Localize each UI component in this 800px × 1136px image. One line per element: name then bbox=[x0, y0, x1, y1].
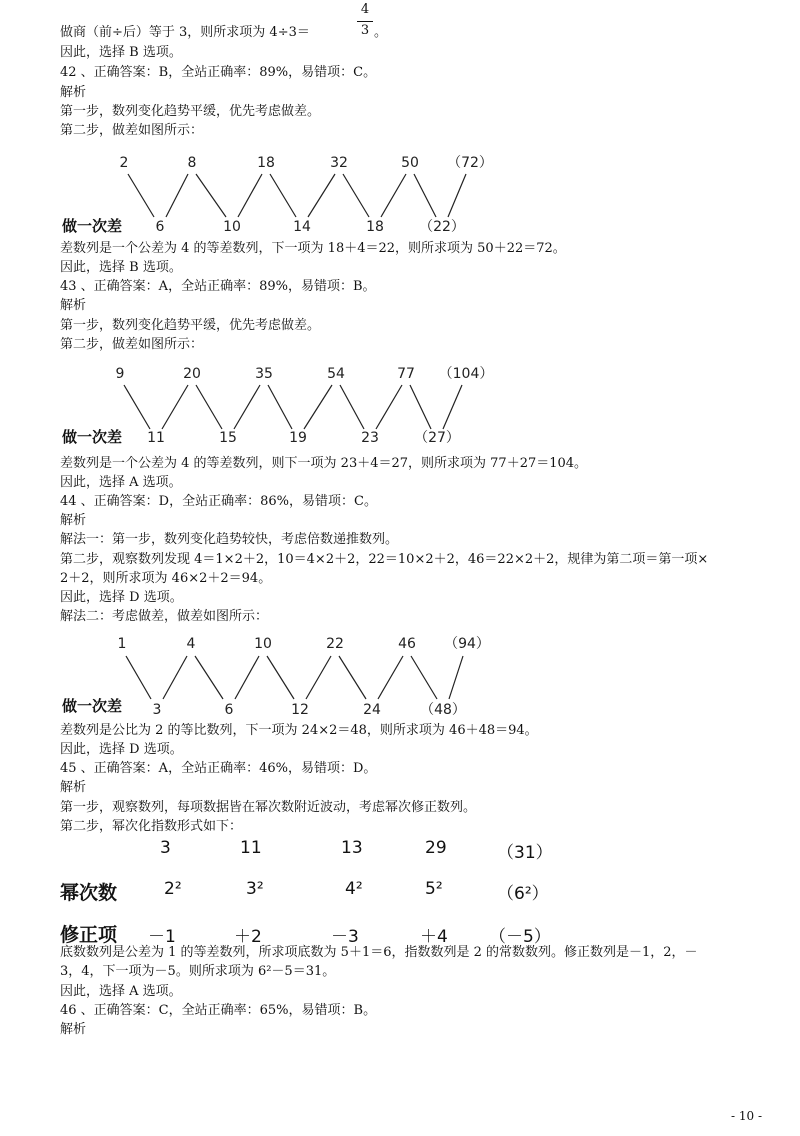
sequence-term: （94） bbox=[444, 636, 490, 652]
analysis-heading: 解析 bbox=[60, 780, 87, 795]
sequence-term: 4 bbox=[186, 636, 196, 652]
power-row-label: 幂次数 bbox=[60, 882, 118, 904]
analysis-heading: 解析 bbox=[60, 1022, 87, 1037]
analysis-heading: 解析 bbox=[60, 298, 87, 313]
difference-term: 11 bbox=[147, 430, 165, 446]
difference-term: 19 bbox=[289, 430, 307, 446]
difference-term: 6 bbox=[155, 219, 165, 235]
page-number: - 10 - bbox=[730, 1109, 762, 1123]
text-line: 。 bbox=[374, 25, 388, 40]
connector-line bbox=[340, 385, 364, 429]
power-value: 3 bbox=[160, 838, 171, 858]
connector-line bbox=[162, 385, 188, 429]
difference-term: 12 bbox=[291, 702, 309, 718]
difference-term: 24 bbox=[363, 702, 381, 718]
connector-line bbox=[163, 656, 187, 699]
text-line: 因此，选择 A 选项。 bbox=[60, 475, 182, 490]
power-value: 13 bbox=[341, 838, 363, 858]
sequence-term: 35 bbox=[255, 366, 273, 382]
power-value: 29 bbox=[425, 838, 447, 858]
text-line: 第二步，观察数列发现 4＝1×2＋2，10＝4×2＋2，22＝10×2＋2，46＝22×2＋2，规律为第二项＝第一项× bbox=[60, 552, 709, 567]
connector-line bbox=[234, 385, 260, 429]
sequence-term: （104） bbox=[438, 366, 494, 382]
connector-line bbox=[304, 385, 332, 429]
difference-term: （48） bbox=[420, 702, 466, 718]
fraction-numerator: 4 bbox=[360, 2, 370, 17]
answer-line-44: 44 、正确答案：D，全站正确率：86%，易错项：C。 bbox=[60, 494, 377, 509]
sequence-term: 46 bbox=[398, 636, 416, 652]
text-line: 因此，选择 D 选项。 bbox=[60, 590, 183, 605]
text-line: 差数列是公比为 2 的等比数列，下一项为 24×2＝48，则所求项为 46＋48＝94。 bbox=[60, 723, 538, 738]
analysis-heading: 解析 bbox=[60, 513, 87, 528]
difference-diagram-1 bbox=[0, 150, 800, 235]
connector-line bbox=[376, 385, 402, 429]
connector-line bbox=[443, 385, 462, 429]
connector-line bbox=[270, 174, 296, 217]
connector-line bbox=[339, 656, 366, 699]
text-line: 差数列是一个公差为 4 的等差数列，下一项为 18＋4＝22，则所求项为 50＋22＝72。 bbox=[60, 241, 566, 256]
connector-line bbox=[267, 656, 294, 699]
sequence-term: 8 bbox=[187, 155, 197, 171]
sequence-term: 18 bbox=[257, 155, 275, 171]
difference-diagram-2 bbox=[0, 363, 800, 451]
sequence-term: 77 bbox=[397, 366, 415, 382]
text-line: 解法一：第一步，数列变化趋势较快，考虑倍数递推数列。 bbox=[60, 532, 399, 547]
sequence-term: 1 bbox=[117, 636, 127, 652]
difference-diagram-3 bbox=[0, 632, 800, 720]
difference-term: 15 bbox=[219, 430, 237, 446]
sequence-term: （72） bbox=[447, 155, 493, 171]
power-exponent: 5² bbox=[425, 879, 443, 899]
text-line: 第二步，做差如图所示： bbox=[60, 123, 204, 138]
connector-line bbox=[196, 385, 222, 429]
connector-line bbox=[306, 656, 331, 699]
difference-term: 3 bbox=[152, 702, 162, 718]
difference-term: 23 bbox=[361, 430, 379, 446]
difference-term: 10 bbox=[223, 219, 241, 235]
connector-line bbox=[414, 174, 436, 217]
connector-line bbox=[166, 174, 188, 217]
sequence-term: 10 bbox=[254, 636, 272, 652]
connector-line bbox=[235, 656, 259, 699]
sequence-term: 9 bbox=[115, 366, 125, 382]
text-line: 第二步，幂次化指数形式如下： bbox=[60, 819, 243, 834]
text-line: 第一步，数列变化趋势平缓，优先考虑做差。 bbox=[60, 104, 321, 119]
diagram-label: 做一次差 bbox=[62, 428, 123, 446]
connector-line bbox=[381, 174, 406, 217]
text-line: 差数列是一个公差为 4 的等差数列，则下一项为 23＋4＝27，则所求项为 77＋27＝104。 bbox=[60, 456, 588, 471]
sequence-term: 2 bbox=[119, 155, 129, 171]
answer-line-45: 45 、正确答案：A，全站正确率：46%，易错项：D。 bbox=[60, 761, 377, 776]
power-exponent: 4² bbox=[345, 879, 363, 899]
power-value: （31） bbox=[497, 843, 553, 863]
text-line: 因此，选择 B 选项。 bbox=[60, 45, 182, 60]
connector-line bbox=[238, 174, 262, 217]
answer-line-46: 46 、正确答案：C，全站正确率：65%，易错项：B。 bbox=[60, 1003, 377, 1018]
text-line: 第一步，观察数列，每项数据皆在幂次数附近波动，考虑幂次修正数列。 bbox=[60, 800, 477, 815]
text-line: 因此，选择 D 选项。 bbox=[60, 742, 183, 757]
answer-line-42: 42 、正确答案：B，全站正确率：89%，易错项：C。 bbox=[60, 65, 377, 80]
correction-value: ＋2 bbox=[234, 927, 262, 947]
fraction-denominator: 3 bbox=[360, 23, 370, 38]
connector-line bbox=[195, 656, 223, 699]
correction-row-label: 修正项 bbox=[60, 924, 118, 946]
diagram-label: 做一次差 bbox=[62, 217, 123, 235]
difference-term: 18 bbox=[366, 219, 384, 235]
power-exponent: （6²） bbox=[497, 884, 549, 904]
diagram-label: 做一次差 bbox=[62, 697, 123, 715]
answer-line-43: 43 、正确答案：A，全站正确率：89%，易错项：B。 bbox=[60, 279, 376, 294]
power-value: 11 bbox=[240, 838, 262, 858]
text-line: 第一步，数列变化趋势平缓，优先考虑做差。 bbox=[60, 318, 321, 333]
text-line: 因此，选择 B 选项。 bbox=[60, 260, 182, 275]
correction-value: （－5） bbox=[489, 927, 551, 947]
connector-line bbox=[449, 656, 463, 699]
fraction-bar bbox=[357, 21, 373, 22]
correction-value: －1 bbox=[148, 927, 176, 947]
correction-value: ＋4 bbox=[420, 927, 448, 947]
connector-line bbox=[410, 385, 431, 429]
connector-line bbox=[378, 656, 403, 699]
difference-term: （27） bbox=[414, 430, 460, 446]
connector-line bbox=[196, 174, 226, 217]
connector-line bbox=[124, 385, 150, 429]
text-line: 因此，选择 A 选项。 bbox=[60, 984, 182, 999]
correction-value: －3 bbox=[331, 927, 359, 947]
text-line: 解法二：考虑做差，做差如图所示： bbox=[60, 609, 269, 624]
difference-term: （22） bbox=[419, 219, 465, 235]
connector-line bbox=[448, 174, 466, 217]
difference-term: 14 bbox=[293, 219, 311, 235]
connector-line bbox=[128, 174, 154, 217]
power-exponent: 3² bbox=[246, 879, 264, 899]
power-exponent: 2² bbox=[164, 879, 182, 899]
sequence-term: 32 bbox=[330, 155, 348, 171]
sequence-term: 20 bbox=[183, 366, 201, 382]
connector-line bbox=[126, 656, 151, 699]
connector-line bbox=[343, 174, 369, 217]
connector-line bbox=[268, 385, 292, 429]
text-line: 第二步，做差如图所示： bbox=[60, 337, 204, 352]
text-line: 2＋2，则所求项为 46×2＋2＝94。 bbox=[60, 571, 272, 586]
connector-line bbox=[308, 174, 335, 217]
sequence-term: 50 bbox=[401, 155, 419, 171]
sequence-term: 54 bbox=[327, 366, 345, 382]
difference-term: 6 bbox=[224, 702, 234, 718]
text-line: 底数数列是公差为 1 的等差数列，所求项底数为 5＋1＝6，指数数列是 2 的常数数列。修正数列是－1，2，－ bbox=[60, 945, 698, 960]
sequence-term: 22 bbox=[326, 636, 344, 652]
analysis-heading: 解析 bbox=[60, 85, 87, 100]
text-line: 做商（前÷后）等于 3，则所求项为 4÷3＝ bbox=[60, 25, 310, 40]
text-line: 3，4，下一项为－5。则所求项为 6²－5＝31。 bbox=[60, 964, 336, 979]
connector-line bbox=[411, 656, 437, 699]
